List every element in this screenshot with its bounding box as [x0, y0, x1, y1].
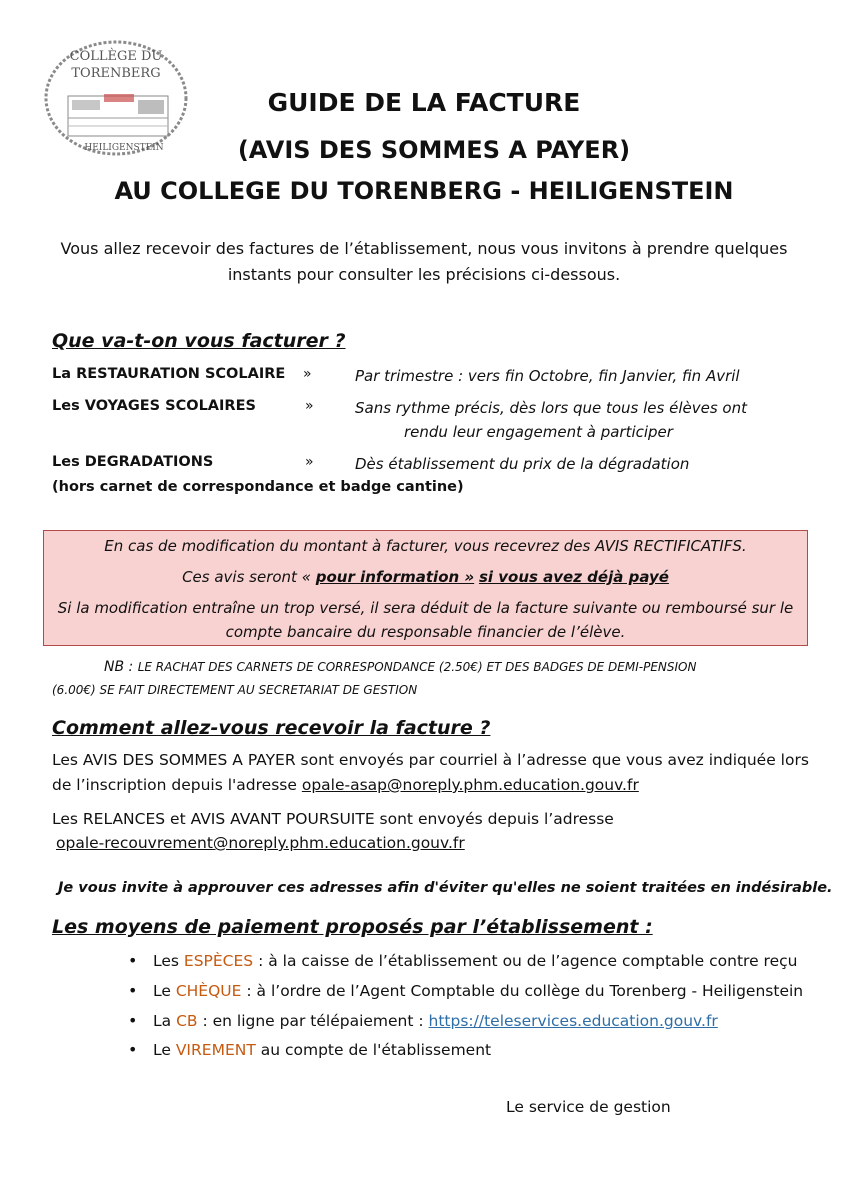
item-post: : à la caisse de l’établissement ou de l’agence comptable contre reçu [253, 952, 798, 970]
item-highlight: CB [176, 1012, 198, 1030]
payment-item-cheque [153, 982, 803, 1000]
nb-line-1 [104, 659, 696, 675]
section-heading-receive: Comment allez-vous recevoir la facture ? [52, 717, 491, 739]
row-value-voyages-2: rendu leur engagement à participer [404, 423, 673, 441]
receive-p1-text: de l’inscription depuis l'adresse [52, 776, 302, 794]
intro-paragraph [40, 236, 808, 288]
invite-note: Je vous invite à approuver ces adresses afin d'éviter qu'elles ne soient traitées en indésirable. [58, 880, 833, 896]
nb-line-2: (6.00€) SE FAIT DIRECTEMENT AU SECRETARIAT DE GESTION [52, 683, 418, 697]
item-pre: Les [153, 952, 184, 970]
logo-text-3: HEILIGENSTEIN [84, 143, 164, 153]
bullet-icon: • [128, 1011, 138, 1030]
payment-item-cb [153, 1012, 718, 1030]
item-pre: Le [153, 1041, 176, 1059]
logo-text-2: TORENBERG [71, 66, 161, 81]
intro-line-2: instants pour consulter les précisions ci-dessous. [227, 265, 621, 284]
logo-text-1: COLLÈGE DU [69, 49, 163, 64]
bullet-icon: • [128, 981, 138, 1000]
box-line-2-pre: Ces avis seront « [182, 568, 316, 586]
payment-item-especes [153, 952, 797, 970]
item-highlight: CHÈQUE [175, 982, 242, 1000]
page-subtitle: (AVIS DES SOMMES A PAYER) [237, 136, 631, 164]
item-highlight: VIREMENT [175, 1041, 256, 1059]
email-asap-link[interactable]: opale-asap@noreply.phm.education.gouv.fr [301, 776, 639, 794]
row-value-restauration: Par trimestre : vers fin Octobre, fin Janvier, fin Avril [355, 367, 740, 385]
receive-p1-line-2 [52, 776, 639, 794]
receive-p2-line-1: Les RELANCES et AVIS AVANT POURSUITE sont envoyés depuis l’adresse [52, 810, 614, 828]
item-post: au compte de l'établissement [255, 1041, 492, 1059]
teleservices-link[interactable]: https://teleservices.education.gouv.fr [428, 1012, 718, 1030]
nb-prefix: NB : [104, 659, 138, 675]
item-highlight: ESPÈCES [183, 952, 254, 970]
row-label-voyages: Les VOYAGES SCOLAIRES [52, 398, 256, 414]
row-label-degradations: Les DEGRADATIONS [52, 454, 214, 470]
box-line-2 [43, 568, 808, 586]
email-recouvrement-link[interactable]: opale-recouvrement@noreply.phm.education.gouv.fr [56, 834, 465, 852]
bullet-icon: • [128, 1040, 138, 1059]
intro-line-1: Vous allez recevoir des factures de l’établissement, nous vous invitons à prendre quelques [60, 239, 788, 258]
nb-text-1: LE RACHAT DES CARNETS DE CORRESPONDANCE (2.50€) ET DES BADGES DE DEMI-PENSION [137, 660, 697, 674]
box-line-1: En cas de modification du montant à facturer, vous recevrez des AVIS RECTIFICATIFS. [104, 537, 747, 555]
item-post: : à l’ordre de l’Agent Comptable du collège du Torenberg - Heiligenstein [241, 982, 804, 1000]
item-pre: La [153, 1012, 177, 1030]
bullet-icon: • [128, 951, 138, 970]
row-arrow: » [303, 366, 312, 382]
row-label-restauration: La RESTAURATION SCOLAIRE [52, 366, 286, 382]
item-post: : en ligne par télépaiement : [197, 1012, 429, 1030]
box-line-4: compte bancaire du responsable financier de l’élève. [225, 623, 626, 641]
receive-p1-line-1: Les AVIS DES SOMMES A PAYER sont envoyés par courriel à l’adresse que vous avez indiquée lors [52, 751, 809, 769]
section-heading-billing: Que va-t-on vous facturer ? [52, 330, 346, 352]
item-pre: Le [153, 982, 176, 1000]
signature: Le service de gestion [506, 1098, 671, 1116]
row-arrow: » [305, 398, 314, 414]
row-value-degradations: Dès établissement du prix de la dégradation [355, 455, 690, 473]
row-arrow: » [305, 454, 314, 470]
billing-note: (hors carnet de correspondance et badge cantine) [52, 479, 464, 495]
box-line-2-underline-2: si vous avez déjà payé [478, 568, 669, 586]
section-heading-payment: Les moyens de paiement proposés par l’établissement : [52, 916, 653, 938]
box-line-2-underline-1: pour information » [315, 568, 475, 586]
page-subtitle-2: AU COLLEGE DU TORENBERG - HEILIGENSTEIN [114, 177, 734, 205]
page-title: GUIDE DE LA FACTURE [267, 88, 581, 117]
row-value-voyages: Sans rythme précis, dès lors que tous les élèves ont [355, 399, 747, 417]
payment-item-virement [153, 1041, 491, 1059]
box-line-3: Si la modification entraîne un trop versé, il sera déduit de la facture suivante ou remboursé sur le [57, 599, 794, 617]
